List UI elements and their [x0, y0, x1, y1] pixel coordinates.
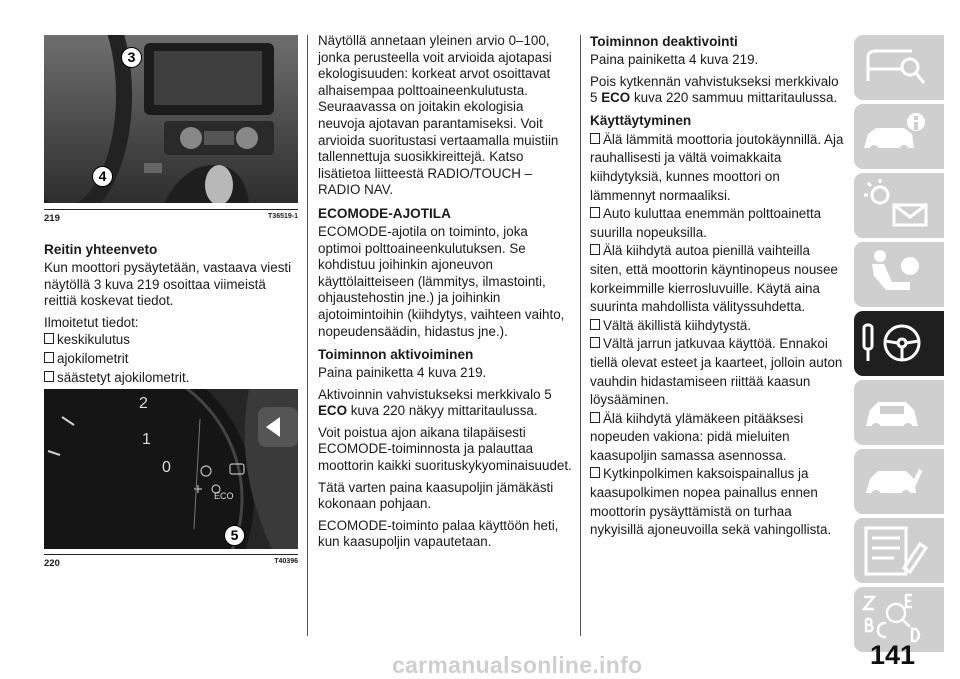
tab-specifications[interactable] [854, 518, 944, 583]
tab-warning-lights[interactable] [854, 173, 944, 238]
watermark: carmanualsonline.info [392, 652, 643, 678]
checkbox-icon [44, 333, 54, 344]
key-steering-wheel-icon [854, 311, 944, 376]
tab-key-steering[interactable] [854, 311, 944, 376]
paragraph: Paina painiketta 4 kuva 219. [590, 52, 759, 67]
list-item: säästetyt ajokilometrit. [44, 369, 298, 388]
list-item: Älä lämmitä moottoria joutokäynnillä. Aja rauhallisesti ja vältä voimakkaita kiihdytyksiä, kunnes moottori on lämmennyt normaaliksi. [590, 131, 844, 203]
checkbox-icon [590, 319, 600, 330]
checkbox-icon [590, 337, 600, 348]
airbag-seat-icon [854, 242, 944, 307]
dial-number-2: 2 [139, 395, 148, 412]
column-divider [307, 35, 308, 636]
paragraph: ECOMODE-ajotila on toiminto, joka optimoi polttoaineenkulutuksen. Se kohdistuu joihinkin ajoneuvon käyttölaitteiseen (lämmitys, ilmastointi, ohjaustehostin jne.) ja joihinkin ajotoimintoihin (kiihdytys, vaihteen vaihto, nopeudensäädin, hidastus jne.). [318, 223, 565, 339]
section-heading: Toiminnon deaktivointi [590, 34, 738, 49]
car-info-icon [854, 104, 944, 169]
instrument-cluster-photo [44, 389, 298, 549]
figure-caption-220 [44, 554, 298, 569]
eco-label: ECO [601, 90, 631, 106]
callout-3: 3 [121, 47, 142, 68]
section-heading: Toiminnon aktivoiminen [318, 347, 474, 363]
list-item: Älä kiihdytä ylämäkeen pitääksesi nopeuden vakiona: pidä mieluiten kaasupoljin samassa asennossa. [590, 410, 804, 463]
dashboard-search-icon [854, 35, 944, 100]
dashboard-photo [44, 35, 298, 203]
dashboard-illustration [44, 35, 298, 203]
column-2 [318, 33, 572, 556]
paragraph: Pois kytkennän vahvistukseksi merkkivalo 5 ECO kuva 220 sammuu mittaritaulussa. [590, 73, 839, 106]
section-heading: ECOMODE-AJOTILA [318, 205, 451, 221]
column-3 [590, 33, 844, 540]
tab-car-info[interactable] [854, 104, 944, 169]
paragraph: Voit poistua ajon aikana tilapäisesti ECOMODE-toiminnosta ja palauttaa moottorin kaikki suorituskykyominaisuudet. [318, 424, 572, 474]
list-item: Älä kiihdytä autoa pienillä vaihteilla siten, että moottorin käyntinopeus nousee korkeimmille kierrosluvuille. Käytä aina suurinta mahdollista välityssuhdetta. [590, 243, 838, 315]
section-heading: Käyttäytyminen [590, 112, 692, 128]
figure-number: 219 [44, 213, 60, 224]
column-divider [580, 35, 581, 636]
list-item: Kytkinpolkimen kaksoispainallus ja kaasupolkimen nopea painallus ennen moottorin pysäyttämistä on turhaa nykyisillä ajoneuvoilla sekä vahingollista. [590, 466, 832, 538]
paragraph: Paina painiketta 4 kuva 219. [318, 365, 487, 381]
tab-airbag-seat[interactable] [854, 242, 944, 307]
checkbox-icon [590, 467, 600, 478]
checkbox-icon [44, 371, 54, 382]
list-item: Vältä jarrun jatkuvaa käyttöä. Ennakoi tiellä olevat esteet ja kaarteet, jolloin auton vauhdin hidastamiseen riittää kaasun löysääminen. [590, 336, 843, 408]
checkbox-icon [590, 412, 600, 423]
tab-car-service[interactable] [854, 449, 944, 514]
car-breakdown-icon [854, 380, 944, 445]
section-heading: Reitin yhteenveto [44, 242, 158, 257]
callout-4: 4 [92, 166, 113, 187]
eco-indicator-label: ECO [214, 491, 234, 501]
list-item: Auto kuluttaa enemmän polttoainetta suurilla nopeuksilla. [590, 206, 822, 240]
tab-dashboard[interactable] [854, 35, 944, 100]
paragraph: Kun moottori pysäytetään, vastaava viesti näytöllä 3 kuva 219 osoittaa viimeistä reittiä koskevat tiedot. [44, 260, 292, 309]
warning-lights-icon [854, 173, 944, 238]
list-item: keskikulutus [44, 331, 298, 350]
checkbox-icon [44, 352, 54, 363]
figure-number: 220 [44, 558, 60, 569]
paragraph: Näytöllä annetaan yleinen arvio 0–100, jonka perusteella voit arvioida ajotapasi ekologisuuden: korkeat arvot osoittavat alhaisempaa polttoaineenkulutusta. Seuraavassa on joitakin ekologisia neuvoja ajotavan parantamiseksi. Voit arvioida suoritustasi vertaamalla muistiin tallennettuja suosikkireittejä. Katso lisätietoa liitteestä RADIO/TOUCH – RADIO NAV. [318, 33, 559, 198]
checkbox-icon [590, 244, 600, 255]
section-reitin-yhteenveto [44, 241, 298, 387]
paragraph: Ilmoitetut tiedot: [44, 314, 139, 330]
car-service-icon [854, 449, 944, 514]
checkbox-icon [590, 207, 600, 218]
figure-caption-219 [44, 209, 298, 224]
eco-label: ECO [318, 403, 348, 419]
list-item: ajokilometrit [44, 350, 298, 369]
paragraph: ECOMODE-toiminto palaa käyttöön heti, kun kaasupoljin vapautetaan. [318, 517, 559, 550]
checkbox-icon [590, 133, 600, 144]
instrument-cluster-illustration [44, 389, 298, 549]
tab-car-breakdown[interactable] [854, 380, 944, 445]
figure-code: T40396 [274, 558, 298, 565]
dial-number-0: 0 [162, 459, 171, 476]
figure-code: T36519-1 [268, 213, 298, 220]
specifications-list-icon [854, 518, 944, 583]
page-number: 141 [870, 640, 916, 670]
paragraph: Aktivoinnin vahvistukseksi merkkivalo 5 ECO kuva 220 näkyy mittaritaulussa. [318, 386, 552, 419]
paragraph: Tätä varten paina kaasupoljin jämäkästi kokonaan pohjaan. [318, 479, 554, 512]
callout-5: 5 [224, 525, 245, 546]
list-item: Vältä äkillistä kiihdytystä. [590, 317, 844, 336]
dial-number-1: 1 [142, 431, 151, 448]
